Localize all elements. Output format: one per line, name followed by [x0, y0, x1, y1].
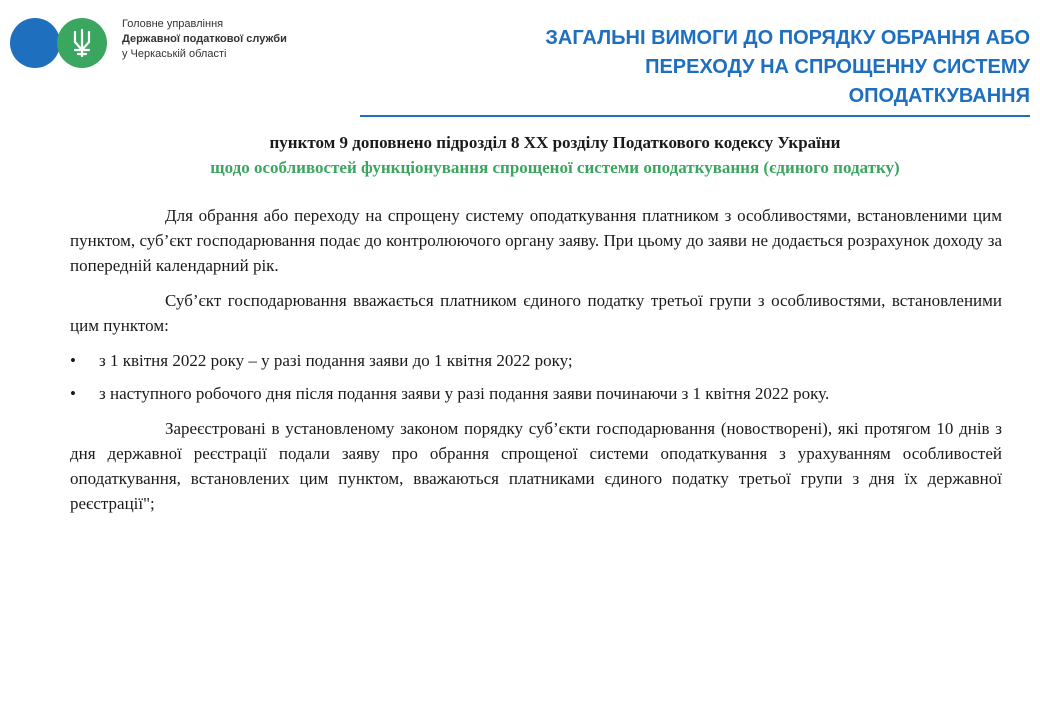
list-item [70, 381, 1002, 406]
org-line-3: у Черкаській області [122, 48, 227, 60]
subtitle [60, 130, 1040, 180]
title-divider [360, 115, 1030, 117]
title-line-3: ОПОДАТКУВАННЯ [848, 85, 1030, 107]
body-text [70, 203, 1002, 526]
bullet-icon: • [70, 351, 76, 370]
list-item [70, 348, 1002, 373]
bullet-icon: • [70, 384, 76, 403]
subtitle-line-2: щодо особливостей функціонування спрощеної системи оподаткування (єдиного податку) [210, 158, 900, 177]
paragraph-1: Для обрання або переходу на спрощену систему оподаткування платником з особливостями, встановленими цим пунктом, суб’єкт господарювання подає до контролюючого органу заяву. При цьому до заяви не додається розрахунок доходу за попередній календарний рік. [70, 206, 1002, 275]
org-line-1: Головне управління [122, 18, 224, 30]
paragraph-2: Суб’єкт господарювання вважається платником єдиного податку третьої групи з особливостями, встановленими цим пунктом: [70, 291, 1002, 335]
page-title [390, 24, 1030, 111]
paragraph-3: Зареєстровані в установленому законом порядку суб’єкти господарювання (новостворені), які протягом 10 днів з дня державної реєстрації подали заяву про обрання спрощеної системи оподаткування з урахуванням особливостей оподаткування, встановлених цим пунктом, вважаються платниками єдиного податку третьої групи з дня їх державної реєстрації"; [70, 419, 1002, 513]
tryzub-emblem-icon [57, 18, 107, 68]
list-item-text: з наступного робочого дня після подання заяви у разі подання заяви починаючи з 1 квітня 2022 року. [99, 384, 830, 403]
list-item-text: з 1 квітня 2022 року – у разі подання заяви до 1 квітня 2022 року; [99, 351, 573, 370]
bullet-list [70, 348, 1002, 406]
title-line-2: ПЕРЕХОДУ НА СПРОЩЕННУ СИСТЕМУ [645, 56, 1030, 78]
title-line-1: ЗАГАЛЬНІ ВИМОГИ ДО ПОРЯДКУ ОБРАННЯ АБО [545, 27, 1030, 49]
subtitle-line-1: пунктом 9 доповнено підрозділ 8 XX розділу Податкового кодексу України [269, 133, 841, 152]
org-line-2: Державної податкової служби [122, 33, 287, 45]
logo [10, 18, 110, 70]
organization-name [122, 17, 287, 62]
logo-blue-circle [10, 18, 60, 68]
